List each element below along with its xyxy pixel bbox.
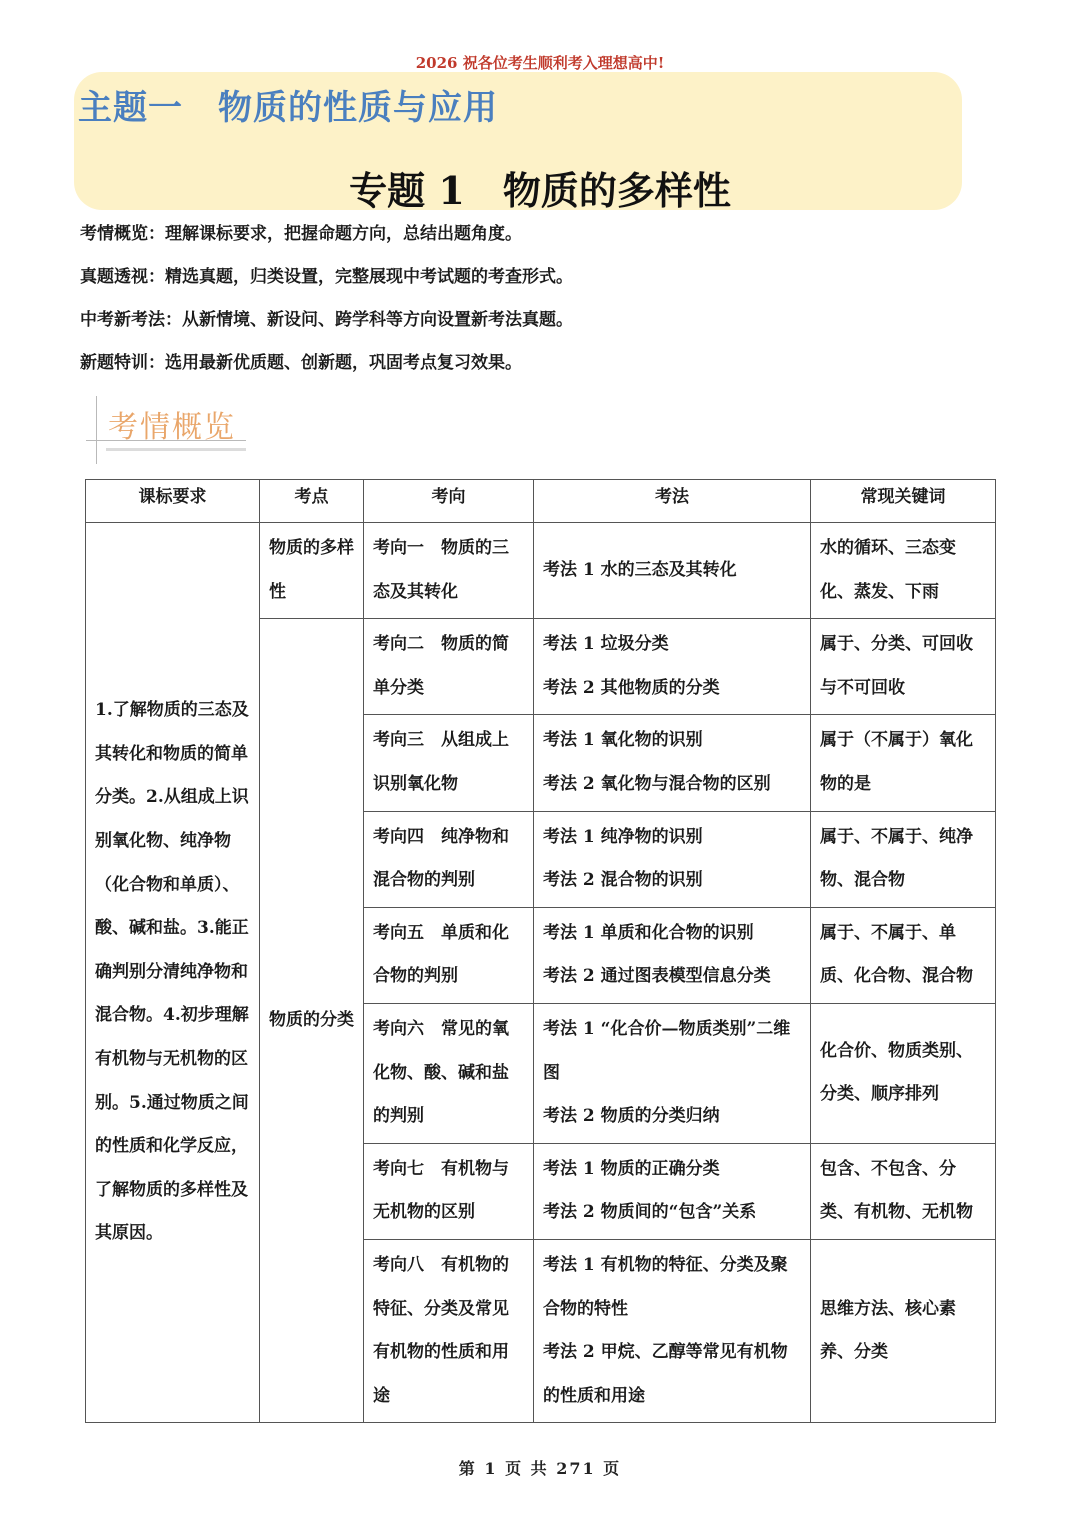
direction-text: 考向七 有机物与无机物的区别 (373, 1158, 509, 1223)
keyword-text: 思维方法、核心素养、分类 (820, 1298, 956, 1363)
method-line: 考法 1 纯净物的识别 (543, 826, 703, 847)
direction-text: 考向八 有机物的特征、分类及常见有机物的性质和用途 (373, 1254, 509, 1406)
keyword-text: 水的循环、三态变化、蒸发、下雨 (820, 538, 956, 602)
header-cell: 考向 (364, 480, 534, 523)
table-header-row (86, 480, 996, 523)
keyword-text: 包含、不包含、分类、有机物、无机物 (820, 1158, 973, 1223)
intro-line: 真题透视：精选真题，归类设置，完整展现中考试题的考查形式。 (80, 267, 573, 287)
direction-cell (364, 1143, 534, 1239)
intro-line: 考情概览：理解课标要求，把握命题方向，总结出题角度。 (80, 224, 522, 244)
heading-decoration (96, 396, 97, 464)
direction-text: 考向二 物质的简单分类 (373, 634, 509, 698)
method-line: 考法 2 其他物质的分类 (543, 677, 720, 698)
direction-cell (364, 523, 534, 619)
keyword-cell (811, 715, 996, 811)
direction-cell (364, 907, 534, 1003)
keyword-text: 化合价、物质类别、分类、顺序排列 (820, 1040, 973, 1105)
overview-table (85, 479, 996, 1423)
method-cell (534, 1003, 811, 1143)
method-cell (534, 619, 811, 715)
method-cell (534, 1239, 811, 1422)
direction-text: 考向一 物质的三态及其转化 (373, 538, 509, 602)
heading-decoration (106, 448, 246, 451)
method-line: 考法 1 垃圾分类 (543, 634, 669, 655)
method-line: 考法 2 物质间的“包含”关系 (543, 1202, 757, 1223)
header-cell: 考法 (534, 480, 811, 523)
direction-cell (364, 1003, 534, 1143)
method-line: 考法 2 混合物的识别 (543, 870, 703, 891)
method-line: 考法 1 物质的正确分类 (543, 1158, 720, 1179)
direction-cell (364, 619, 534, 715)
direction-cell (364, 1239, 534, 1422)
direction-text: 考向四 纯净物和混合物的判别 (373, 826, 509, 891)
method-line: 考法 2 甲烷、乙醇等常见有机物的性质和用途 (543, 1342, 788, 1406)
table-row (86, 523, 996, 619)
header-cell: 常现关键词 (811, 480, 996, 523)
keyword-cell (811, 1239, 996, 1422)
direction-text: 考向三 从组成上识别氧化物 (373, 730, 509, 794)
kaodian-text: 物质的分类 (269, 1009, 354, 1030)
keyword-text: 属于、分类、可回收与不可回收 (820, 634, 973, 698)
method-line: 考法 2 物质的分类归纳 (543, 1106, 720, 1127)
keyword-cell (811, 523, 996, 619)
page-footer: 第 1 页 共 271 页 (458, 1459, 622, 1478)
top-note: 2026 祝各位考生顺利考入理想高中! (415, 54, 665, 72)
section-heading (82, 392, 262, 467)
method-line: 考法 1 有机物的特征、分类及聚合物的特性 (543, 1254, 788, 1319)
keyword-cell (811, 619, 996, 715)
method-line: 考法 2 氧化物与混合物的区别 (543, 773, 771, 794)
method-cell (534, 907, 811, 1003)
method-line: 考法 2 通过图表模型信息分类 (543, 966, 771, 987)
direction-text: 考向五 单质和化合物的判别 (373, 922, 509, 987)
method-line: 考法 1 水的三态及其转化 (543, 559, 737, 580)
theme-title: 主题一 物质的性质与应用 (78, 88, 498, 128)
kaodian-text: 物质的多样性 (269, 538, 354, 602)
keyword-cell (811, 1003, 996, 1143)
method-cell (534, 811, 811, 907)
keyword-cell (811, 1143, 996, 1239)
header-cell: 考点 (260, 480, 364, 523)
keyword-cell (811, 907, 996, 1003)
direction-cell (364, 811, 534, 907)
keyword-text: 属于、不属于、单质、化合物、混合物 (820, 922, 973, 987)
direction-text: 考向六 常见的氧化物、酸、碱和盐的判别 (373, 1018, 509, 1127)
method-line: 考法 1 单质和化合物的识别 (543, 922, 754, 943)
intro-line: 中考新考法：从新情境、新设问、跨学科等方向设置新考法真题。 (80, 310, 573, 330)
direction-cell (364, 715, 534, 811)
method-cell (534, 715, 811, 811)
kaodian-cell (260, 523, 364, 619)
requirements-cell (86, 523, 260, 1423)
section-title: 考情概览 (108, 410, 236, 445)
method-cell (534, 523, 811, 619)
intro-line: 新题特训：选用最新优质题、创新题，巩固考点复习效果。 (80, 353, 522, 373)
method-line: 考法 1 “化合价—物质类别”二维图 (543, 1018, 791, 1083)
method-cell (534, 1143, 811, 1239)
keyword-text: 属于、不属于、纯净物、混合物 (820, 826, 973, 891)
keyword-text: 属于（不属于）氧化物的是 (820, 730, 973, 794)
intro-list (80, 218, 1000, 390)
keyword-cell (811, 811, 996, 907)
kaodian-cell (260, 619, 364, 1423)
header-cell: 课标要求 (86, 480, 260, 523)
topic-title: 专题 1 物质的多样性 (349, 168, 731, 213)
method-line: 考法 1 氧化物的识别 (543, 730, 703, 751)
requirements-text: 1.了解物质的三态及其转化和物质的简单分类。2.从组成上识别氧化物、纯净物（化合物和单质）、酸、碱和盐。3.能正确判别分清纯净物和混合物。4.初步理解有机物与无机物的区别。5.通过物质之间的性质和化学反应，了解物质的多样性及其原因。 (95, 700, 249, 1244)
